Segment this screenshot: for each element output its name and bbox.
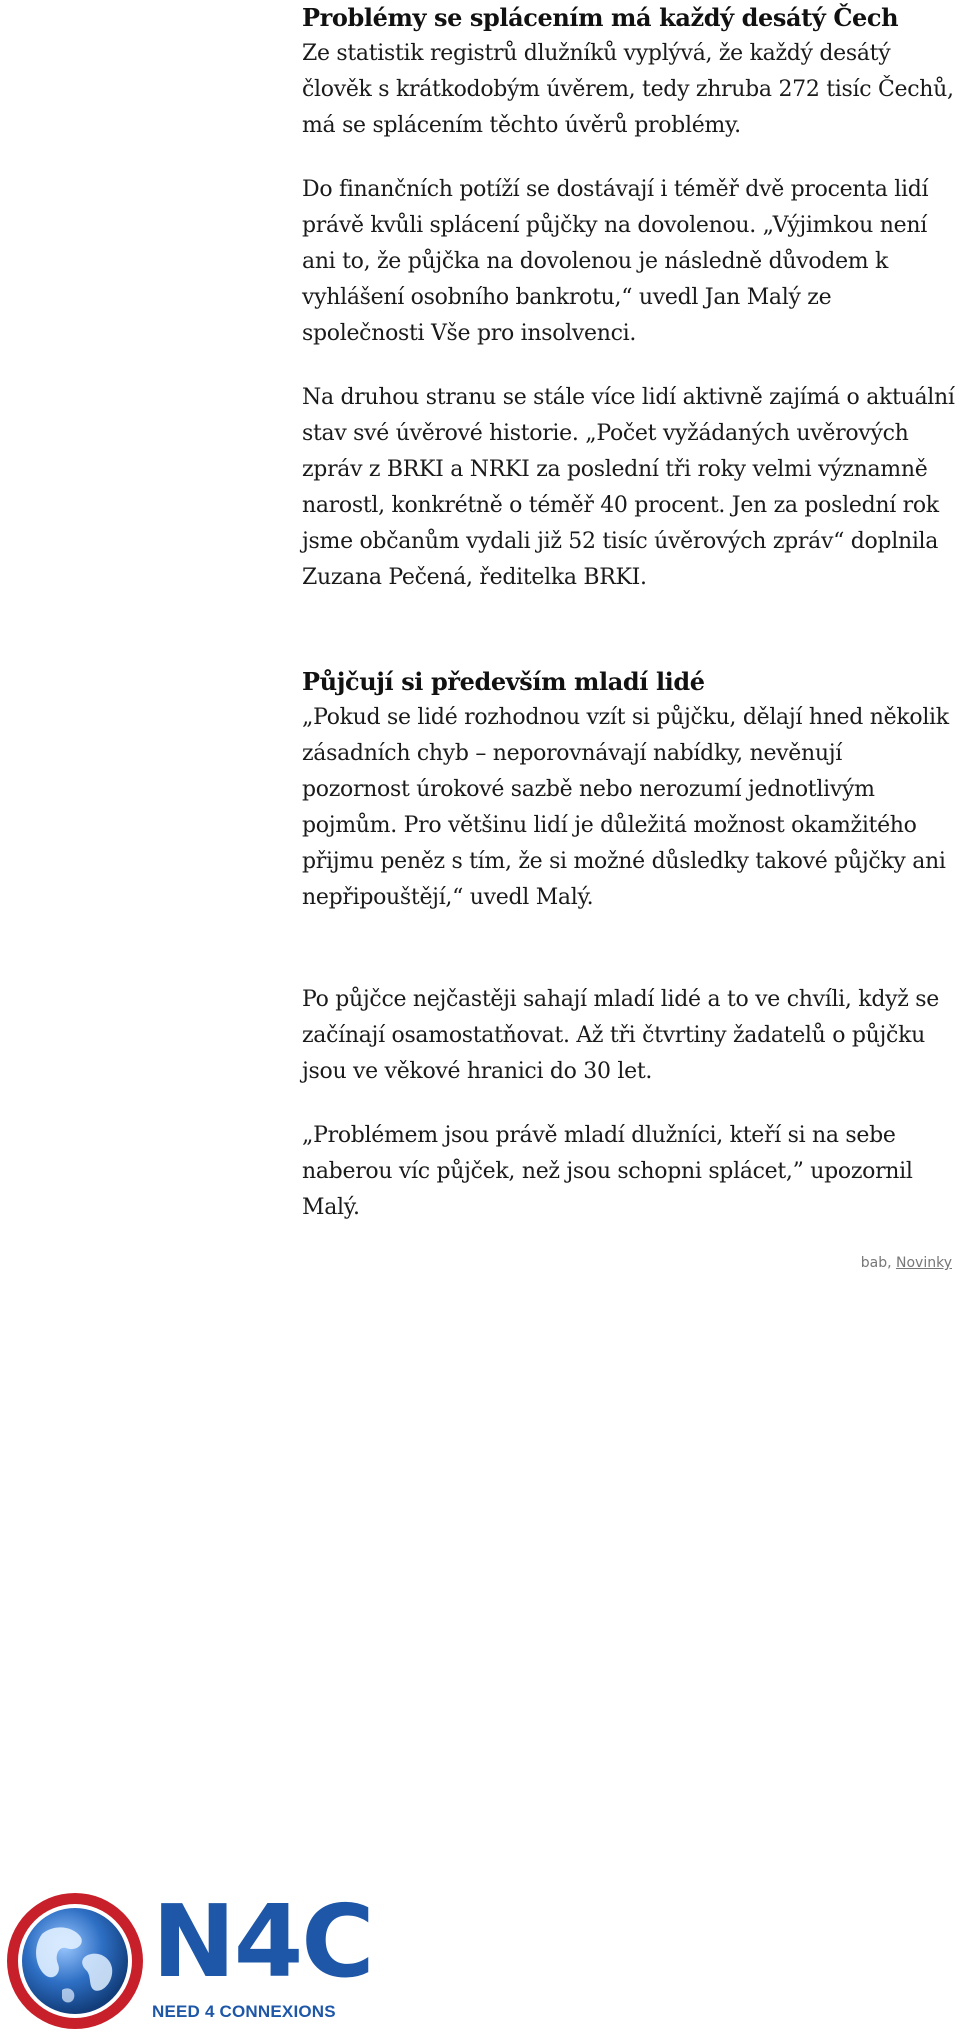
section-heading-young-people: Půjčují si především mladí lidé <box>302 667 705 696</box>
article-paragraph: Do finančních potíží se dostávají i téměř dvě procenta lidí právě kvůli splácení půjčky na dovolenou. „Výjimkou není ani to, že půjčka na dovolenou je následně důvodem k vyhlášení osobního bankrotu,“ uvedl Jan Malý ze společnosti Vše pro insolvenci. <box>302 177 929 346</box>
article-paragraph: Po půjčce nejčastěji sahají mladí lidé a to ve chvíli, když se začínají osamostatňovat. Až tři čtvrtiny žadatelů o půjčku jsou ve věkové hranici do 30 let. <box>302 987 939 1084</box>
credit-author: bab, <box>860 1255 892 1271</box>
article-credit <box>861 1255 952 1271</box>
logo-text <box>152 1883 373 2022</box>
n4c-logo <box>2 1883 373 2033</box>
article-paragraph: Na druhou stranu se stále více lidí aktivně zajímá o aktuální stav své úvěrové historie. „Počet vyžádaných uvěrových zpráv z BRKI a NRKI za poslední tři roky velmi významně narostl, konkrétně o téměř 40 procent. Jen za poslední rok jsme občanům vydali již 52 tisíc úvěrových zpráv“ doplnila Zuzana Pečená, ředitelka BRKI. <box>302 385 955 590</box>
credit-source-link[interactable]: Novinky <box>896 1255 952 1271</box>
article-paragraph: Ze statistik registrů dlužníků vyplývá, že každý desátý člověk s krátkodobým úvěrem, tedy zhruba 272 tisíc Čechů, má se splácením těchto úvěrů problémy. <box>302 41 954 138</box>
section-heading-debt: Problémy se splácením má každý desátý Čech <box>302 3 899 32</box>
article-paragraph: „Pokud se lidé rozhodnou vzít si půjčku, dělají hned několik zásadních chyb – neporovnávají nabídky, nevěnují pozornost úrokové sazbě nebo nerozumí jednotlivým pojmům. Pro většinu lidí je důležitá možnost okamžitého přijmu peněz s tím, že si možné důsledky takové půjčky ani nepřipouštějí,“ uvedl Malý. <box>302 705 949 910</box>
logo-acronym: N4C <box>152 1883 373 2000</box>
article-paragraph: „Problémem jsou právě mladí dlužníci, kteří si na sebe naberou víc půjček, než jsou schopni splácet,” upozornil Malý. <box>302 1123 913 1220</box>
globe-icon <box>2 1886 148 2032</box>
logo-tagline: NEED 4 CONNEXIONS <box>152 2002 336 2021</box>
